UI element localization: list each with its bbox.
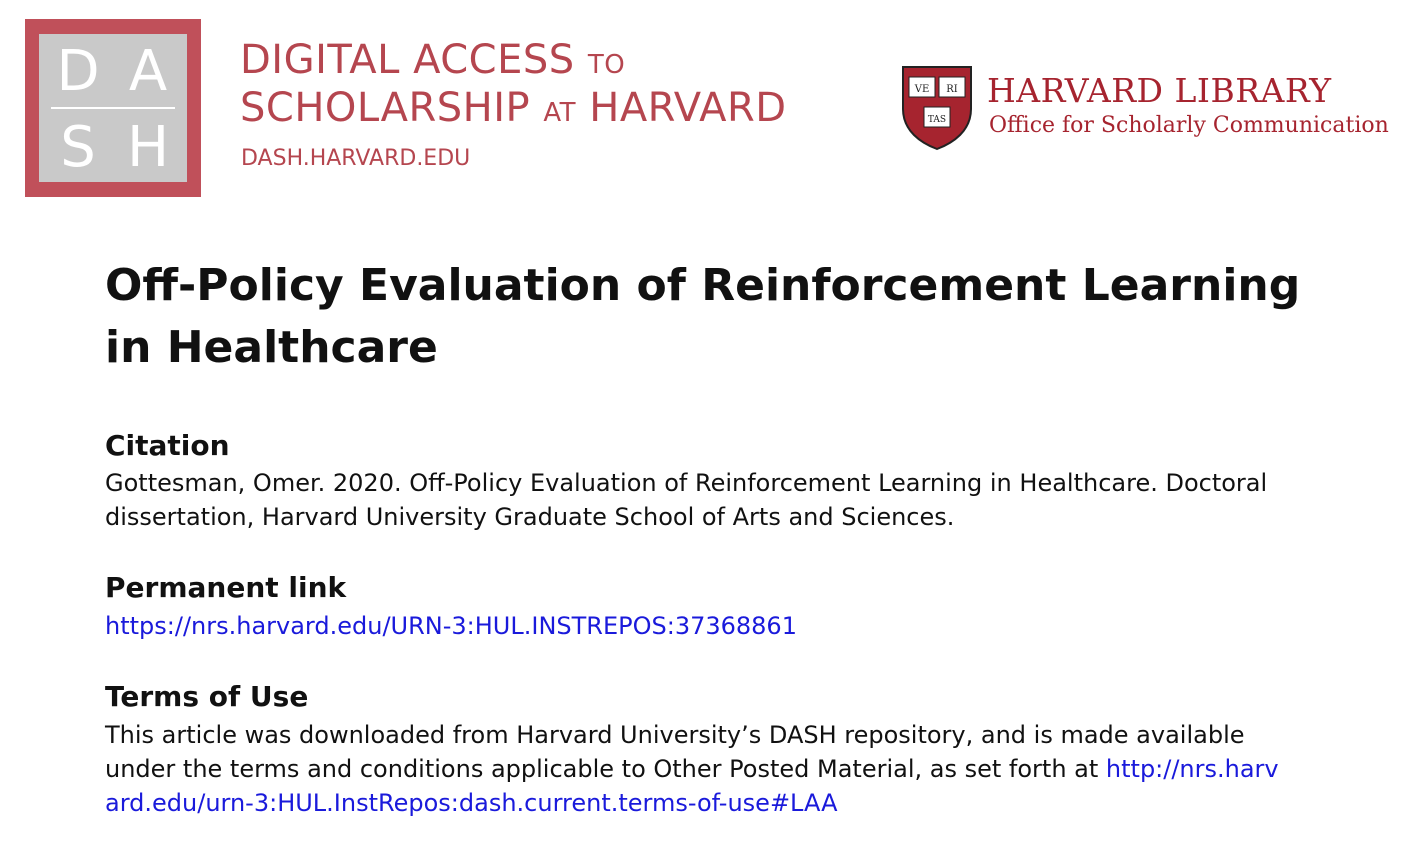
permanent-link-paragraph (105, 609, 1345, 643)
citation-text: Gottesman, Omer. 2020. Off-Policy Evaluation of Reinforcement Learning in Healthcare. Doctoral dissertation, Harvard University Graduate School of Arts and Sciences. (105, 469, 1268, 531)
permanent-link-heading: Permanent link (105, 571, 347, 604)
dash-title-digital-access: DIGITAL ACCESS (240, 37, 575, 83)
dash-logo-letter-a: A (128, 39, 168, 104)
terms-of-use-link[interactable]: http://nrs.harvard.edu/urn-3:HUL.InstRepos:dash.current.terms-of-use#LAA (105, 755, 1279, 817)
dash-logo-letter-h: H (126, 115, 170, 180)
terms-of-use-text (105, 718, 1285, 820)
shield-word-ve: VE (914, 84, 930, 95)
harvard-library-subtitle: Office for Scholarly Communication (989, 113, 1389, 138)
dash-logo-letter-d: D (56, 39, 100, 104)
document-title: Off-Policy Evaluation of Reinforcement Learning in Healthcare (105, 260, 1301, 373)
dash-logo-panel (39, 34, 187, 182)
dash-logo (25, 19, 201, 197)
dash-title-line-1 (240, 38, 625, 87)
dash-title-to: TO (587, 50, 626, 80)
dash-url: DASH.HARVARD.EDU (241, 146, 471, 171)
terms-of-use-heading: Terms of Use (105, 680, 309, 713)
dash-title-line-2 (240, 86, 787, 135)
dash-title-at: AT (543, 98, 577, 128)
shield-word-ri: RI (946, 84, 958, 95)
dash-logo-divider (51, 107, 175, 109)
citation-heading: Citation (105, 429, 230, 462)
terms-of-use-body: This article was downloaded from Harvard University’s DASH repository, and is made available under the terms and conditions applicable to Other Posted Material, as set forth at (105, 721, 1245, 783)
permanent-link[interactable]: https://nrs.harvard.edu/URN-3:HUL.INSTREPOS:37368861 (105, 612, 797, 640)
dash-title-harvard: HARVARD (589, 85, 787, 131)
dash-title-scholarship: SCHOLARSHIP (240, 85, 531, 131)
harvard-shield-icon (901, 65, 973, 151)
shield-word-tas: TAS (927, 115, 947, 125)
dash-logo-letter-s: S (60, 115, 96, 180)
harvard-library-name: HARVARD LIBRARY (987, 71, 1332, 110)
